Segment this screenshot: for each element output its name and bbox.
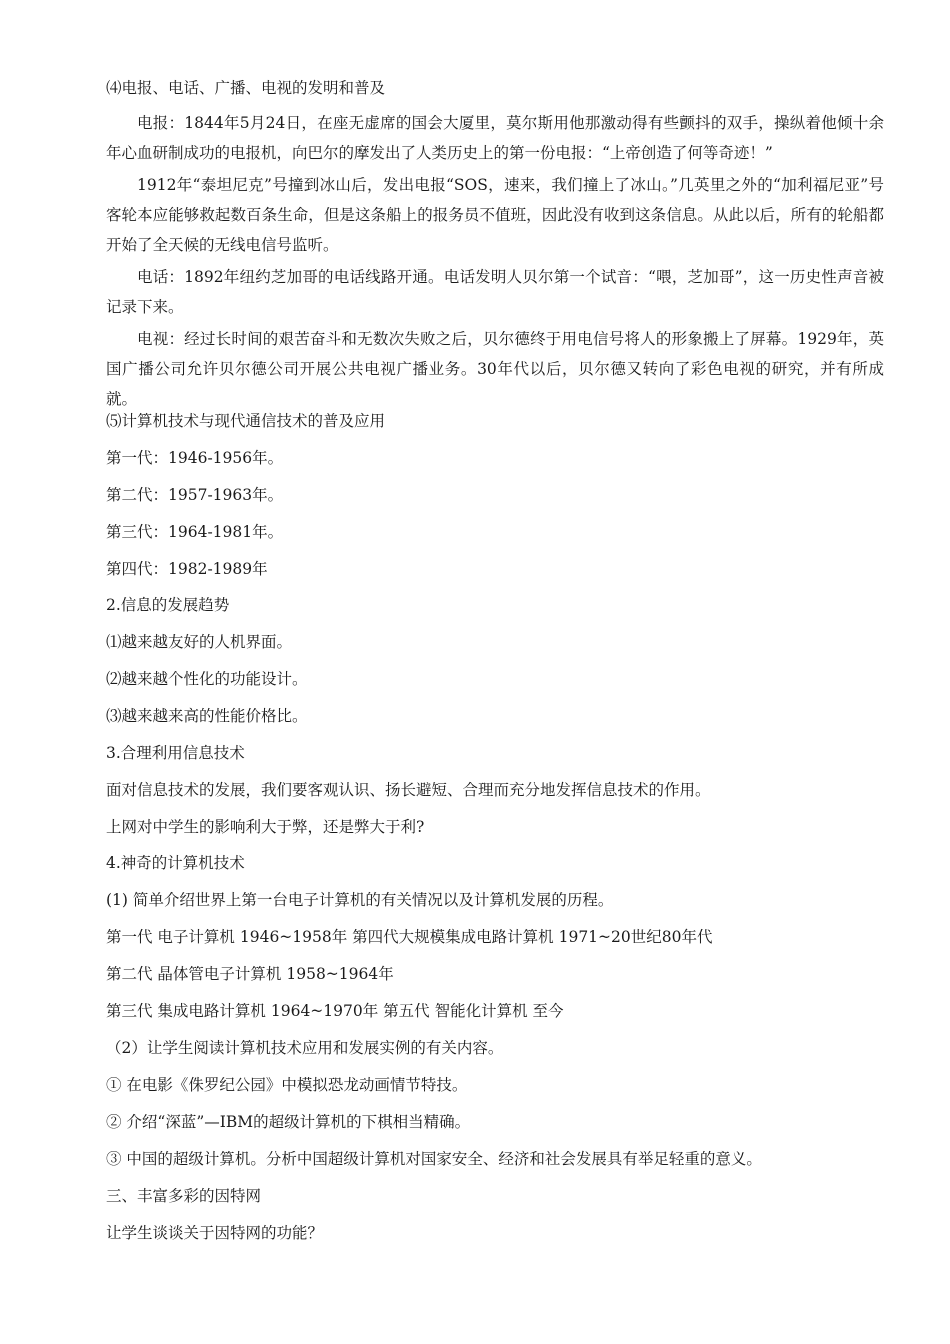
paragraph-titanic: 1912年“泰坦尼克”号撞到冰山后，发出电报“SOS，速来，我们撞上了冰山。”几英里之外的“加利福尼亚”号客轮本应能够救起数百条生命，但是这条船上的报务员不值班，因此没有收到这条信息。从此以后，所有的轮船都开始了全天候的无线电信号监听。 xyxy=(106,176,884,254)
heading-computer-tech: 4.神奇的计算机技术 xyxy=(106,854,245,872)
generation-1: 第一代：1946-1956年。 xyxy=(106,449,284,467)
paragraph-telegraph: 电报：1844年5月24日，在座无虚席的国会大厦里，莫尔斯用他那激动得有些颤抖的双手，操纵着他倾十余年心血研制成功的电报机，向巴尔的摩发出了人类历史上的第一份电报：“上帝创造了何等奇迹！” xyxy=(106,114,884,162)
heading-computer-communication: ⑸计算机技术与现代通信技术的普及应用 xyxy=(106,412,386,430)
heading-internet: 三、丰富多彩的因特网 xyxy=(106,1187,262,1205)
generation-3: 第三代：1964-1981年。 xyxy=(106,523,284,541)
paragraph-internet-functions: 让学生谈谈关于因特网的功能？ xyxy=(106,1224,324,1242)
item-first-computer: (1) 简单介绍世界上第一台电子计算机的有关情况以及计算机发展的历程。 xyxy=(106,891,614,909)
paragraph-television: 电视：经过长时间的艰苦奋斗和无数次失败之后，贝尔德终于用电信号将人的形象搬上了屏幕。1929年，英国广播公司允许贝尔德公司开展公共电视广播业务。30年代以后，贝尔德又转向了彩色电视的研究，并有所成就。 xyxy=(106,330,884,408)
trend-item-2: ⑵越来越个性化的功能设计。 xyxy=(106,670,308,688)
trend-item-1: ⑴越来越友好的人机界面。 xyxy=(106,633,293,651)
example-jurassic-park: ① 在电影《侏罗纪公园》中模拟恐龙动画情节特技。 xyxy=(106,1076,468,1094)
paragraph-rational-use: 面对信息技术的发展，我们要客观认识、扬长避短、合理而充分地发挥信息技术的作用。 xyxy=(106,781,711,799)
generation-4: 第四代：1982-1989年 xyxy=(106,560,268,578)
trend-item-3: ⑶越来越来高的性能价格比。 xyxy=(106,707,308,725)
heading-rational-use: 3.合理利用信息技术 xyxy=(106,744,245,762)
line-gen-1-and-4: 第一代 电子计算机 1946~1958年 第四代大规模集成电路计算机 1971~20世纪80年代 xyxy=(106,928,713,946)
heading-telecom-inventions: ⑷电报、电话、广播、电视的发明和普及 xyxy=(106,79,386,97)
heading-info-trends: 2.信息的发展趋势 xyxy=(106,596,230,614)
paragraph-telephone: 电话：1892年纽约芝加哥的电话线路开通。电话发明人贝尔第一个试音：“喂，芝加哥”，这一历史性声音被记录下来。 xyxy=(106,268,884,316)
paragraph-internet-question: 上网对中学生的影响利大于弊，还是弊大于利? xyxy=(106,818,425,836)
example-china-supercomputer: ③ 中国的超级计算机。分析中国超级计算机对国家安全、经济和社会发展具有举足轻重的意义。 xyxy=(106,1150,762,1168)
example-deep-blue: ② 介绍“深蓝”—IBM的超级计算机的下棋相当精确。 xyxy=(106,1113,471,1131)
line-gen-3-and-5: 第三代 集成电路计算机 1964~1970年 第五代 智能化计算机 至今 xyxy=(106,1002,564,1020)
line-gen-2: 第二代 晶体管电子计算机 1958~1964年 xyxy=(106,965,394,983)
item-reading-examples: （2）让学生阅读计算机技术应用和发展实例的有关内容。 xyxy=(106,1039,504,1057)
generation-2: 第二代：1957-1963年。 xyxy=(106,486,284,504)
